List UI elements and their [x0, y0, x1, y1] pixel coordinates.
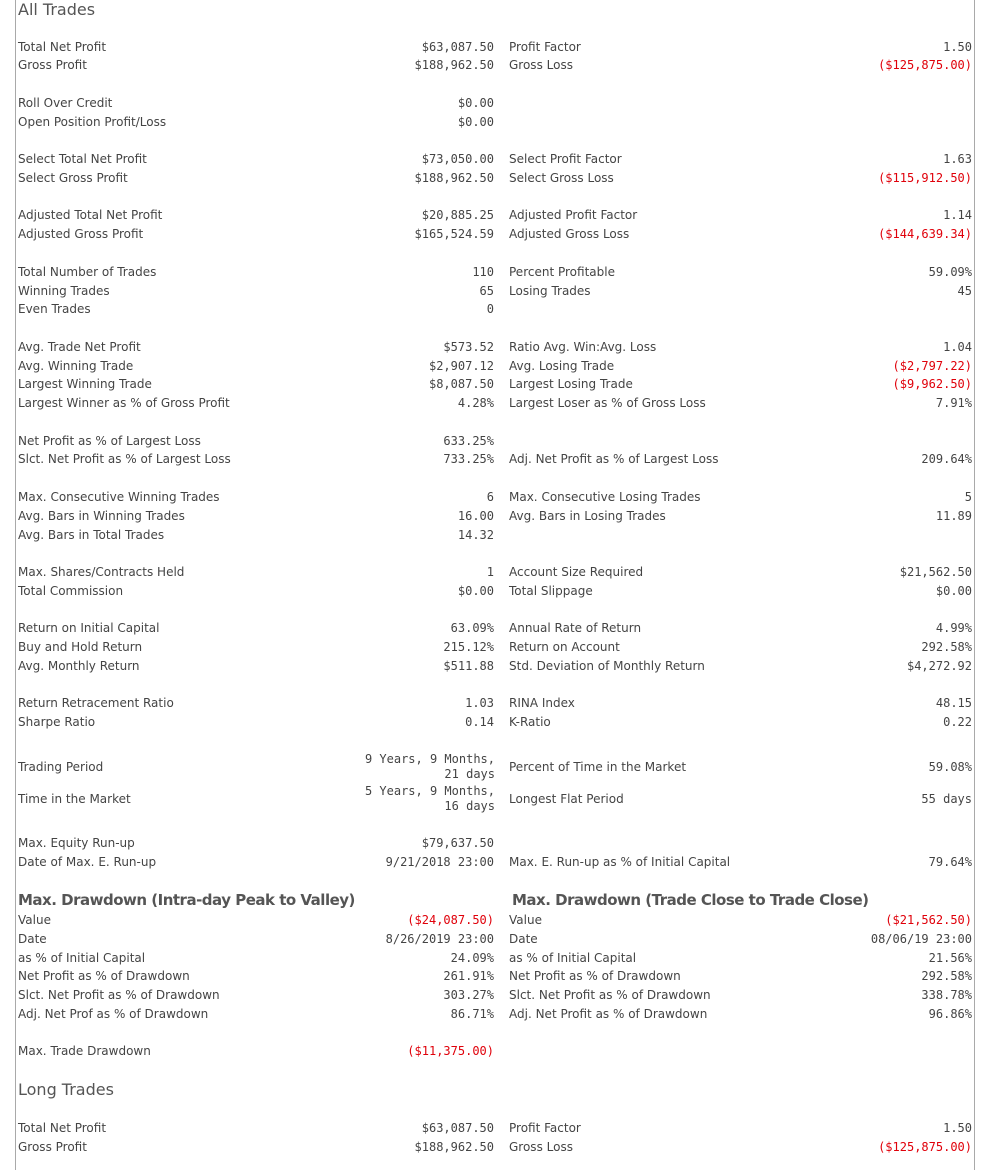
row-roll-over-credit [16, 94, 973, 112]
value-dd-net-profit-pct-close: 292.58% [921, 969, 972, 983]
value-dd-value-intraday: ($24,087.50) [407, 913, 494, 927]
value-dd-slct-net-profit-pct-close: 338.78% [921, 988, 972, 1002]
row-dd-pct-initial [16, 949, 973, 967]
value-total-number-of-trades: 110 [472, 265, 494, 279]
label-largest-losing-trade: Largest Losing Trade [509, 377, 633, 391]
value-date-max-runup: 9/21/2018 23:00 [385, 855, 494, 869]
value-winning-trades: 65 [479, 284, 494, 298]
label-profit-factor: Profit Factor [509, 40, 581, 54]
value-long-gross-profit: $188,962.50 [414, 1140, 494, 1154]
value-dd-pct-initial-intraday: 24.09% [450, 951, 494, 965]
label-dd-date: Date [18, 932, 47, 946]
row-total-number-of-trades [16, 263, 973, 281]
label-avg-bars-winning: Avg. Bars in Winning Trades [18, 509, 185, 523]
row-adjusted-total-net-profit [16, 206, 973, 224]
label-return-on-account: Return on Account [509, 640, 620, 654]
label-return-on-initial-capital: Return on Initial Capital [18, 621, 160, 635]
label-net-profit-pct-largest-loss: Net Profit as % of Largest Loss [18, 434, 201, 448]
value-total-net-profit: $63,087.50 [421, 40, 494, 54]
value-std-dev-monthly-return: $4,272.92 [906, 659, 972, 673]
row-adjusted-gross-profit [16, 225, 973, 243]
value-longest-flat-period: 55 days [921, 792, 972, 806]
value-total-slippage: $0.00 [935, 584, 972, 598]
value-return-retracement-ratio: 1.03 [465, 696, 494, 710]
label-avg-winning-trade: Avg. Winning Trade [18, 359, 134, 373]
label-winning-trades: Winning Trades [18, 284, 110, 298]
row-avg-bars-winning [16, 507, 973, 525]
label-dd-date-close: Date [509, 932, 538, 946]
value-adjusted-total-net-profit: $20,885.25 [421, 208, 494, 222]
label-roll-over-credit: Roll Over Credit [18, 96, 113, 110]
label-adjusted-total-net-profit: Adjusted Total Net Profit [18, 208, 163, 222]
value-dd-pct-initial-close: 21.56% [928, 951, 972, 965]
label-largest-winning-trade: Largest Winning Trade [18, 377, 152, 391]
value-net-profit-pct-largest-loss: 633.25% [443, 434, 494, 448]
label-percent-time-in-market: Percent of Time in the Market [509, 760, 687, 774]
value-avg-trade-net-profit: $573.52 [443, 340, 494, 354]
row-avg-trade-net-profit [16, 338, 973, 356]
value-time-in-market-line1: 5 Years, 9 Months, [364, 784, 495, 798]
label-select-gross-loss: Select Gross Loss [509, 171, 614, 185]
label-gross-loss: Gross Loss [509, 58, 573, 72]
section-title-long-trades: Long Trades [18, 1080, 114, 1099]
row-dd-date [16, 930, 973, 948]
label-total-commission: Total Commission [18, 584, 124, 598]
row-max-consec-winning [16, 488, 973, 506]
value-dd-net-profit-pct-intraday: 261.91% [443, 969, 494, 983]
row-gross-profit [16, 56, 973, 74]
value-dd-date-intraday: 8/26/2019 23:00 [385, 932, 494, 946]
value-gross-profit: $188,962.50 [414, 58, 494, 72]
label-total-number-of-trades: Total Number of Trades [18, 265, 157, 279]
value-dd-value-close: ($21,562.50) [885, 913, 972, 927]
value-losing-trades: 45 [957, 284, 972, 298]
row-total-net-profit [16, 38, 973, 56]
section-title-all-trades: All Trades [18, 0, 96, 19]
label-time-in-market: Time in the Market [18, 792, 131, 806]
label-avg-bars-losing: Avg. Bars in Losing Trades [509, 509, 666, 523]
label-k-ratio: K-Ratio [509, 715, 551, 729]
value-dd-date-close: 08/06/19 23:00 [870, 932, 972, 946]
value-select-gross-profit: $188,962.50 [414, 171, 494, 185]
value-largest-loser-pct: 7.91% [935, 396, 972, 410]
label-dd-net-profit-pct-close: Net Profit as % of Drawdown [509, 969, 681, 983]
label-select-profit-factor: Select Profit Factor [509, 152, 622, 166]
label-largest-loser-pct: Largest Loser as % of Gross Loss [509, 396, 706, 410]
value-dd-adj-net-profit-pct-intraday: 86.71% [450, 1007, 494, 1021]
label-buy-and-hold-return: Buy and Hold Return [18, 640, 143, 654]
value-select-profit-factor: 1.63 [943, 152, 972, 166]
value-select-total-net-profit: $73,050.00 [421, 152, 494, 166]
value-time-in-market [345, 784, 495, 814]
label-slct-net-profit-pct-largest-loss: Slct. Net Profit as % of Largest Loss [18, 452, 231, 466]
label-dd-pct-initial: as % of Initial Capital [18, 951, 146, 965]
label-adjusted-gross-profit: Adjusted Gross Profit [18, 227, 144, 241]
label-dd-value: Value [18, 913, 51, 927]
value-largest-winner-pct: 4.28% [457, 396, 494, 410]
value-gross-loss: ($125,875.00) [878, 58, 972, 72]
value-dd-adj-net-profit-pct-close: 96.86% [928, 1007, 972, 1021]
label-max-consec-winning: Max. Consecutive Winning Trades [18, 490, 220, 504]
label-account-size-required: Account Size Required [509, 565, 644, 579]
value-avg-losing-trade: ($2,797.22) [892, 359, 972, 373]
label-max-equity-runup: Max. Equity Run-up [18, 836, 135, 850]
value-max-consec-losing: 5 [964, 490, 972, 504]
label-total-net-profit: Total Net Profit [18, 40, 107, 54]
label-long-total-net-profit: Total Net Profit [18, 1121, 107, 1135]
value-trading-period [345, 752, 495, 782]
value-total-commission: $0.00 [457, 584, 494, 598]
label-sharpe-ratio: Sharpe Ratio [18, 715, 96, 729]
label-date-max-runup: Date of Max. E. Run-up [18, 855, 157, 869]
value-max-shares-held: 1 [486, 565, 494, 579]
value-trading-period-line2: 21 days [444, 767, 495, 781]
value-slct-net-profit-pct-largest-loss: 733.25% [443, 452, 494, 466]
value-avg-bars-winning: 16.00 [457, 509, 494, 523]
row-select-gross-profit [16, 169, 973, 187]
label-percent-profitable: Percent Profitable [509, 265, 615, 279]
label-longest-flat-period: Longest Flat Period [509, 792, 624, 806]
value-open-position-pl: $0.00 [457, 115, 494, 129]
label-adjusted-gross-loss: Adjusted Gross Loss [509, 227, 630, 241]
label-even-trades: Even Trades [18, 302, 91, 316]
label-std-dev-monthly-return: Std. Deviation of Monthly Return [509, 659, 705, 673]
value-select-gross-loss: ($115,912.50) [878, 171, 972, 185]
label-max-consec-losing: Max. Consecutive Losing Trades [509, 490, 701, 504]
label-select-total-net-profit: Select Total Net Profit [18, 152, 147, 166]
value-trading-period-line1: 9 Years, 9 Months, [364, 752, 495, 766]
heading-drawdown-intraday: Max. Drawdown (Intra-day Peak to Valley) [18, 891, 355, 909]
value-time-in-market-line2: 16 days [444, 799, 495, 813]
label-return-retracement-ratio: Return Retracement Ratio [18, 696, 174, 710]
value-k-ratio: 0.22 [943, 715, 972, 729]
value-roll-over-credit: $0.00 [457, 96, 494, 110]
value-buy-and-hold-return: 215.12% [443, 640, 494, 654]
value-largest-winning-trade: $8,087.50 [428, 377, 494, 391]
row-max-trade-drawdown [16, 1042, 973, 1060]
value-avg-monthly-return: $511.88 [443, 659, 494, 673]
value-long-gross-loss: ($125,875.00) [878, 1140, 972, 1154]
label-select-gross-profit: Select Gross Profit [18, 171, 128, 185]
label-dd-adj-net-profit-pct-close: Adj. Net Profit as % of Drawdown [509, 1007, 708, 1021]
row-avg-monthly-return [16, 657, 973, 675]
value-adjusted-gross-loss: ($144,639.34) [878, 227, 972, 241]
value-adjusted-profit-factor: 1.14 [943, 208, 972, 222]
label-dd-value-close: Value [509, 913, 542, 927]
label-long-gross-profit: Gross Profit [18, 1140, 87, 1154]
label-dd-slct-net-profit-pct: Slct. Net Profit as % of Drawdown [18, 988, 220, 1002]
row-open-position-pl [16, 113, 973, 131]
label-largest-winner-pct: Largest Winner as % of Gross Profit [18, 396, 230, 410]
label-trading-period: Trading Period [18, 760, 104, 774]
row-sharpe-ratio [16, 713, 973, 731]
heading-drawdown-trade-close: Max. Drawdown (Trade Close to Trade Close) [512, 891, 869, 909]
value-account-size-required: $21,562.50 [899, 565, 972, 579]
label-dd-net-profit-pct: Net Profit as % of Drawdown [18, 969, 190, 983]
row-even-trades [16, 300, 973, 318]
value-largest-losing-trade: ($9,962.50) [892, 377, 972, 391]
row-net-profit-pct-largest-loss [16, 432, 973, 450]
value-adj-net-profit-pct-largest-loss: 209.64% [921, 452, 972, 466]
label-max-shares-held: Max. Shares/Contracts Held [18, 565, 185, 579]
label-dd-adj-net-profit-pct: Adj. Net Prof as % of Drawdown [18, 1007, 209, 1021]
value-dd-slct-net-profit-pct-intraday: 303.27% [443, 988, 494, 1002]
label-max-runup-pct-initial: Max. E. Run-up as % of Initial Capital [509, 855, 731, 869]
label-open-position-pl: Open Position Profit/Loss [18, 115, 167, 129]
row-dd-net-profit-pct [16, 967, 973, 985]
value-annual-rate-of-return: 4.99% [935, 621, 972, 635]
row-largest-winner-pct [16, 394, 973, 412]
row-max-equity-runup [16, 834, 973, 852]
value-max-equity-runup: $79,637.50 [421, 836, 494, 850]
value-avg-bars-total: 14.32 [457, 528, 494, 542]
value-return-on-account: 292.58% [921, 640, 972, 654]
row-select-total-net-profit [16, 150, 973, 168]
value-sharpe-ratio: 0.14 [465, 715, 494, 729]
value-rina-index: 48.15 [935, 696, 972, 710]
row-dd-value [16, 911, 973, 929]
label-adjusted-profit-factor: Adjusted Profit Factor [509, 208, 638, 222]
value-long-total-net-profit: $63,087.50 [421, 1121, 494, 1135]
row-dd-adj-net-profit-pct [16, 1005, 973, 1023]
row-long-gross-profit [16, 1138, 973, 1156]
value-profit-factor: 1.50 [943, 40, 972, 54]
value-percent-time-in-market: 59.08% [928, 760, 972, 774]
label-annual-rate-of-return: Annual Rate of Return [509, 621, 642, 635]
label-losing-trades: Losing Trades [509, 284, 591, 298]
label-avg-losing-trade: Avg. Losing Trade [509, 359, 615, 373]
label-avg-monthly-return: Avg. Monthly Return [18, 659, 140, 673]
value-max-runup-pct-initial: 79.64% [928, 855, 972, 869]
label-avg-bars-total: Avg. Bars in Total Trades [18, 528, 165, 542]
value-max-consec-winning: 6 [486, 490, 494, 504]
label-rina-index: RINA Index [509, 696, 575, 710]
value-ratio-avg-win-loss: 1.04 [943, 340, 972, 354]
row-return-retracement-ratio [16, 694, 973, 712]
value-avg-winning-trade: $2,907.12 [428, 359, 494, 373]
row-max-shares-held [16, 563, 973, 581]
row-return-on-initial-capital [16, 619, 973, 637]
label-max-trade-drawdown: Max. Trade Drawdown [18, 1044, 151, 1058]
row-dd-slct-net-profit-pct [16, 986, 973, 1004]
value-adjusted-gross-profit: $165,524.59 [414, 227, 494, 241]
value-return-on-initial-capital: 63.09% [450, 621, 494, 635]
value-percent-profitable: 59.09% [928, 265, 972, 279]
label-long-gross-loss: Gross Loss [509, 1140, 573, 1154]
label-avg-trade-net-profit: Avg. Trade Net Profit [18, 340, 141, 354]
row-avg-winning-trade [16, 357, 973, 375]
value-max-trade-drawdown: ($11,375.00) [407, 1044, 494, 1058]
label-adj-net-profit-pct-largest-loss: Adj. Net Profit as % of Largest Loss [509, 452, 719, 466]
label-total-slippage: Total Slippage [509, 584, 593, 598]
row-avg-bars-total [16, 526, 973, 544]
row-winning-trades [16, 282, 973, 300]
value-even-trades: 0 [486, 302, 494, 316]
row-largest-winning-trade [16, 375, 973, 393]
label-gross-profit: Gross Profit [18, 58, 87, 72]
label-dd-slct-net-profit-pct-close: Slct. Net Profit as % of Drawdown [509, 988, 711, 1002]
label-long-profit-factor: Profit Factor [509, 1121, 581, 1135]
label-dd-pct-initial-close: as % of Initial Capital [509, 951, 637, 965]
row-date-max-runup [16, 853, 973, 871]
row-buy-and-hold-return [16, 638, 973, 656]
label-ratio-avg-win-loss: Ratio Avg. Win:Avg. Loss [509, 340, 657, 354]
value-avg-bars-losing: 11.89 [935, 509, 972, 523]
row-slct-net-profit-pct-largest-loss [16, 450, 973, 468]
value-long-profit-factor: 1.50 [943, 1121, 972, 1135]
row-total-commission [16, 582, 973, 600]
row-long-total-net-profit [16, 1119, 973, 1137]
